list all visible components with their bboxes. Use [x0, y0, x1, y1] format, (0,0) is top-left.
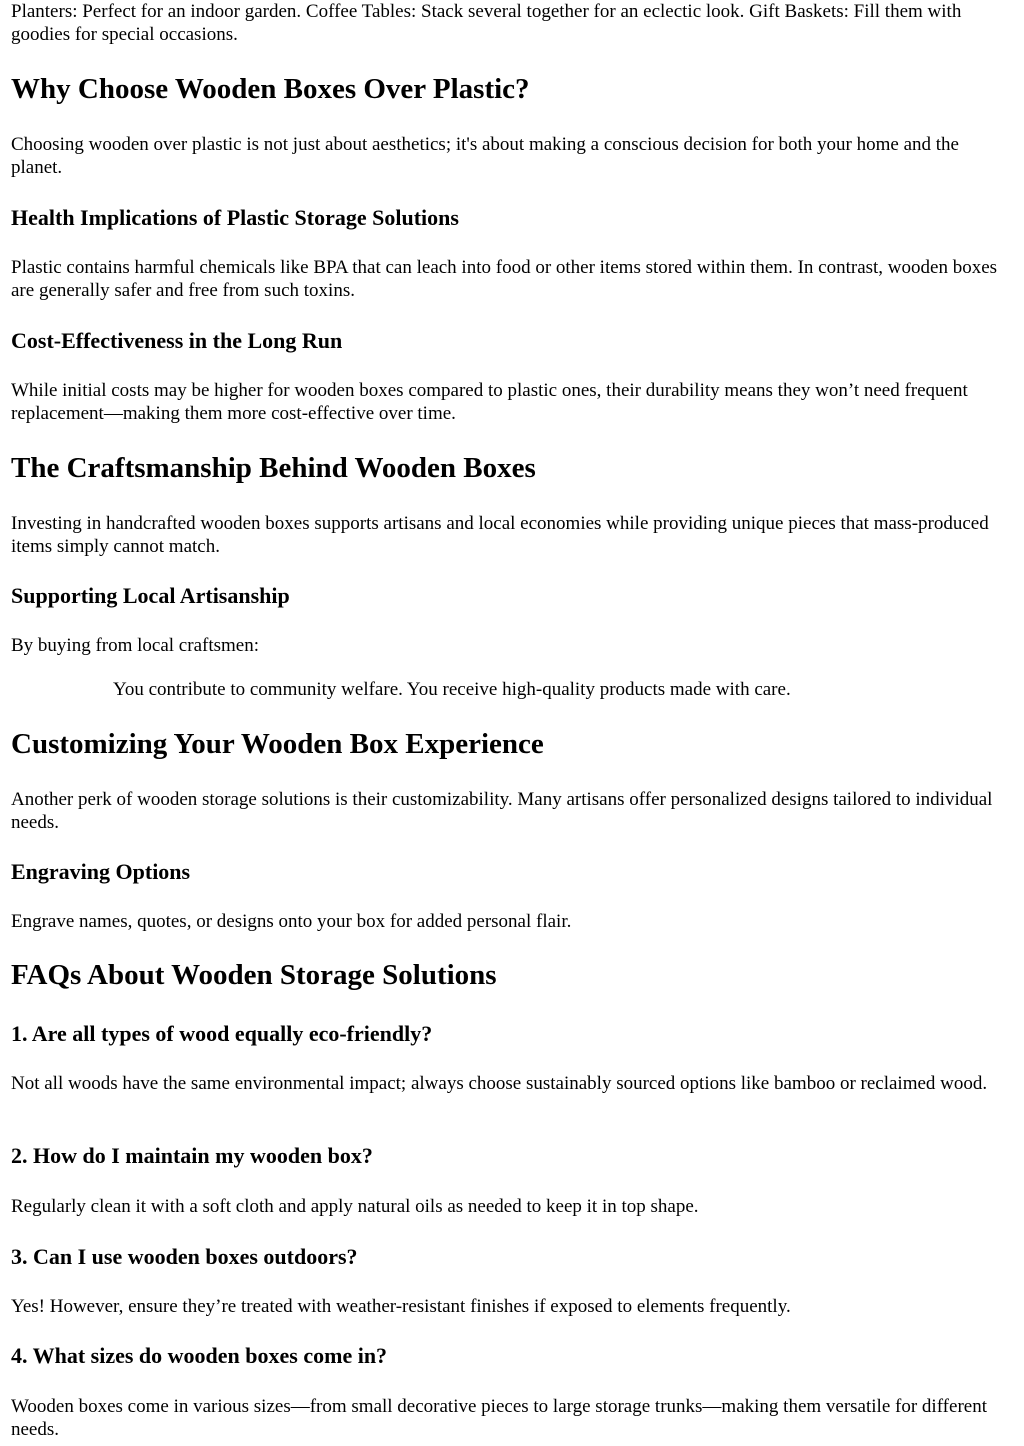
faq-question-3: 3. Can I use wooden boxes outdoors?	[11, 1244, 358, 1269]
craft-paragraph: Investing in handcrafted wooden boxes supports artisans and local economies while providing unique pieces that mass-produced items simply cannot match.	[11, 513, 989, 557]
faq-question-2: 2. How do I maintain my wooden box?	[11, 1143, 373, 1168]
engraving-paragraph: Engrave names, quotes, or designs onto your box for added personal flair.	[11, 911, 572, 932]
subheading-cost: Cost-Effectiveness in the Long Run	[11, 328, 343, 353]
faq-answer-2: Regularly clean it with a soft cloth and apply natural oils as needed to keep it in top shape.	[11, 1196, 699, 1217]
subheading-local: Supporting Local Artisanship	[11, 583, 290, 608]
local-quote: You contribute to community welfare. You receive high-quality products made with care.	[113, 679, 791, 700]
section-heading-craft: The Craftsmanship Behind Wooden Boxes	[11, 452, 536, 484]
section-heading-why: Why Choose Wooden Boxes Over Plastic?	[11, 73, 530, 105]
faq-answer-1: Not all woods have the same environmental impact; always choose sustainably sourced options like bamboo or reclaimed wood.	[11, 1073, 988, 1094]
custom-paragraph: Another perk of wooden storage solutions is their customizability. Many artisans offer personalized designs tailored to individual needs.	[11, 789, 993, 833]
faq-question-1: 1. Are all types of wood equally eco-friendly?	[11, 1021, 433, 1046]
local-paragraph: By buying from local craftsmen:	[11, 635, 259, 656]
faq-question-4: 4. What sizes do wooden boxes come in?	[11, 1343, 388, 1368]
faq-answer-4: Wooden boxes come in various sizes—from small decorative pieces to large storage trunks—making them versatile for different needs.	[11, 1396, 987, 1440]
cost-paragraph: While initial costs may be higher for wooden boxes compared to plastic ones, their durability means they won’t need frequent replacement—making them more cost-effective over time.	[11, 380, 968, 424]
intro-paragraph: Planters: Perfect for an indoor garden. Coffee Tables: Stack several together for an eclectic look. Gift Baskets: Fill them with goodies for special occasions.	[11, 1, 962, 45]
health-paragraph: Plastic contains harmful chemicals like BPA that can leach into food or other items stored within them. In contrast, wooden boxes are generally safer and free from such toxins.	[11, 257, 998, 301]
why-paragraph: Choosing wooden over plastic is not just about aesthetics; it's about making a conscious decision for both your home and the planet.	[11, 134, 959, 178]
faq-answer-3: Yes! However, ensure they’re treated with weather-resistant finishes if exposed to elements frequently.	[11, 1296, 791, 1317]
section-heading-custom: Customizing Your Wooden Box Experience	[11, 728, 544, 760]
subheading-health: Health Implications of Plastic Storage Solutions	[11, 205, 459, 230]
section-heading-faqs: FAQs About Wooden Storage Solutions	[11, 959, 497, 991]
subheading-engraving: Engraving Options	[11, 859, 191, 884]
